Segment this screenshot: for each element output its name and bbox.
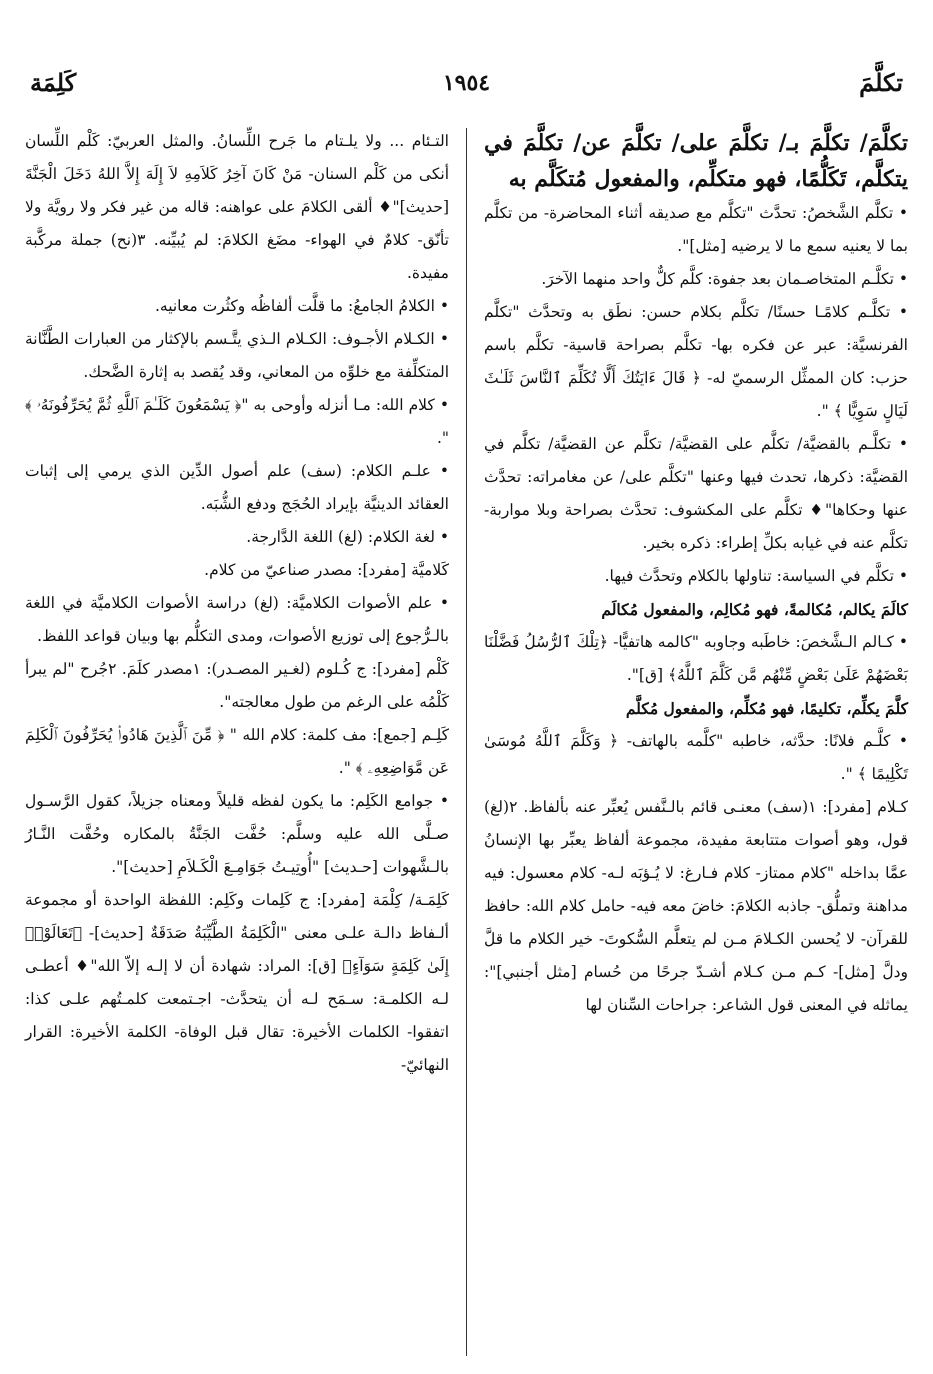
left-column [25,125,449,1082]
right-column [484,125,908,1022]
left-column-entry: • علم الأصوات الكلاميَّة: (لغ) دراسة الأصوات الكلاميَّة في اللغة بالـرُّجوع إلى توزيع الأصوات، ومدى التكلُّم بها وبيان قواعد اللفظ. [25,594,449,645]
header-last-entry: كَلِمَة [30,68,77,97]
left-column-entry: • علـم الكلام: (سف) علم أصول الدِّين الذي يرمي إلى إثبات العقائد الدينيَّة بإيراد الحُجَج ودفع الشُّبَه. [25,462,449,513]
left-column-entry: كَلاميَّة [مفرد]: مصدر صناعيّ من كلام. [204,561,449,579]
right-column-entry: كـلام [مفرد]: ١(سف) معنـى قائم بالـنَّفس يُعبِّر عنه بألفاظ. ٢(لغ) قول، وهو أصوات متتابعة مفيدة، مجموعة ألفاظ يعبِّر بها الإنسانُ عمَّا بداخله "كلام ممتاز- كلام فـارغ: لا يُـؤبَه لـه- كلام معسول: فيه مداهنة وتملُّق- جاذبه الكلامَ: خاضَ معه فيه- حامل كلام الله: حافظ للقرآن- لا يُحسن الكـلامَ مـن لم يتعلَّم السُّكوتَ- خير الكلام ما قلَّ ودلَّ [مثل]- كـم مـن كـلام أشـدّ جرحًا من حُسام [مثل أجنبي]": يماثله في المعنى قول الشاعر: جراحات السِّنان لها [484,798,908,1014]
right-column-entry: تكلَّمَ/ تكلَّمَ بـ/ تكلَّمَ على/ تكلَّمَ عن/ تكلَّمَ في يتكلَّم، تَكَلُّمًا، فهو متكلِّم، والمفعول مُتكَلَّم به [484,130,908,192]
left-column-entry: • كلام الله: مـا أنزله وأوحى به "﴿ يَسْمَعُونَ كَلَـٰمَ ٱللَّهِ ثُمَّ يُحَرِّفُونَهُۥ ﴾ ". [25,396,449,447]
running-header [30,68,903,108]
column-divider [466,128,467,1356]
left-column-entry: • جوامع الكَلِم: ما يكون لفظه قليلاً ومعناه جزيلاً، كقول الرَّسـول صـلَّى الله عليه وسلَّم: حُفَّت الجَنَّةُ بالمكاره وحُفَّت النَّـارُ بالـشَّهوات [حـديث] "أُوتِيـتُ جَوَامِـعَ الْكَـلاَمِ [حديث]". [25,792,449,876]
left-column-entry: كَلِـم [جمع]: مف كلمة: كلام الله " ﴿ مِّنَ ٱلَّذِينَ هَادُوا۟ يُحَرِّفُونَ ٱلْكَلِمَ عَن مَّوَاضِعِهِۦ ﴾ ". [25,726,449,777]
left-column-entry: كَلْم [مفرد]: ج كُـلوم (لغـير المصـدر): ١مصدر كلَمَ. ٢جُرح "لم يبرأ كَلْمُه على الرغم من طول معالجته". [25,660,449,711]
left-column-entry: • الكـلام الأجـوف: الكـلام الـذي يتَّـسم بالإكثار من العبارات الطَّنَّانة المتكلِّفة مع خلوِّه من المعاني، وقد يُقصد به إثارة الضَّحك. [25,330,449,381]
left-column-entry: • الكلامُ الجامعُ: ما قلَّت ألفاظُه وكثُرت معانيه. [154,297,449,315]
right-column-entry: • كلَّـم فلانًا: حدَّثه، خاطبه "كلَّمه بالهاتف- ﴿ وَكَلَّمَ ٱللَّهُ مُوسَىٰ تَكْلِيمًا ﴾ ". [484,732,908,783]
right-column-entry: كالَمَ يكالم، مُكالمةً، فهو مُكالِم، والمفعول مُكالَم [601,600,908,619]
left-column-entry: كَلِمَـة/ كِلْمَة [مفرد]: ج كَلِمات وكَلِم: اللفظة الواحدة أو مجموعة ألـفاظ دالـة علـى معنى "الْكَلِمَةُ الطَّيِّبَةُ صَدَقَةٌ [حديث]- ﴿تَعَالَوْا۟ إِلَىٰ كَلِمَةٍ سَوَآءٍ﴾ [ق]: المراد: شهادة أن لا إلـه إلاّ الله"♦ أعطـى لـه الكلمـة: سـمَح لـه أن يتحدَّث- اجـتمعت كلمـتُهم علـى كذا: اتفقوا- الكلمات الأخيرة: تقال قبل الوفاة- الكلمة الأخيرة: القرار النهائيّ- [25,891,449,1074]
header-first-entry: تكلَّمَ [859,68,903,97]
left-column-entry: • لغة الكلام: (لغ) اللغة الدَّارجة. [246,528,449,546]
right-column-entry: • تكلَّم في السياسة: تناولها بالكلام وتحدَّث فيها. [604,567,908,585]
right-column-entry: • تكلَّـم المتخاصـمان بعد جفوة: كلَّم كلٌّ واحد منهما الآخرَ. [541,270,908,288]
right-column-entry: • تكلَّـم كلامًـا حسنًا/ تكلَّم بكلام حسن: نطَق به وتحدَّث "تكلَّم الفرنسيَّة: عبر عن فكره بها- تكلَّم بصراحة قاسية- تكلَّم باسم حزب: كان الممثِّل الرسميّ له- ﴿ قَالَ ءَايَتُكَ أَلَّا تُكَلِّمَ ٱلنَّاسَ ثَلَـٰثَ لَيَالٍ سَوِيًّا ﴾ ". [484,303,908,420]
page-number: ١٩٥٤ [442,70,491,96]
right-column-entry: • تكلَّم الشَّخصُ: تحدَّث "تكلَّم مع صديقه أثناء المحاضرة- من تكلَّم بما لا يعنيه سمع ما لا يرضيه [مثل]". [484,204,908,255]
right-column-entry: • كـالم الـشَّخصَ: خاطَبه وجاوبه "كالمه هاتفيًّا- ﴿تِلْكَ ٱلرُّسُلُ فَضَّلْنَا بَعْضَهُمْ عَلَىٰ بَعْضٍ مِّنْهُم مَّن كَلَّمَ ٱللَّهُ﴾ [ق]". [484,633,908,684]
left-column-entry: التـئام ... ولا يلـتام ما جَرح اللِّسانُ. والمثل العربيّ: كَلْم اللِّسان أنكى من كَلْم السنان- مَنْ كَانَ آخِرُ كَلاَمِهِ لاَ إِلَهَ إِلاَّ اللهُ دَخَلَ الْجَنَّةَ [حديث]"♦ ألقى الكلامَ على عواهنه: قاله من غير فكر ولا رويَّة ولا تأنّق- كلامٌ في الهواء- مضَغ الكلامَ: لم يُبيِّنه. ٣(نح) جملة مركَّبة مفيدة. [25,132,449,282]
right-column-entry: كلَّمَ يكلِّم، تكليمًا، فهو مُكلِّم، والمفعول مُكلَّم [625,699,908,718]
right-column-entry: • تكلَّـم بالقضيَّة/ تكلَّم على القضيَّة/ تكلَّم عن القضيَّة/ تكلَّم في القضيَّة: ذكرها، تحدث فيها وعنها "تكلَّم على/ عن مغامراته: تحدَّث عنها وحكاها"♦ تكلَّم على المكشوف: تحدَّث بصراحة وبلا مواربة- تكلَّم عنه في غيابه بكلِّ إطراء: ذكره بخير. [484,435,908,552]
